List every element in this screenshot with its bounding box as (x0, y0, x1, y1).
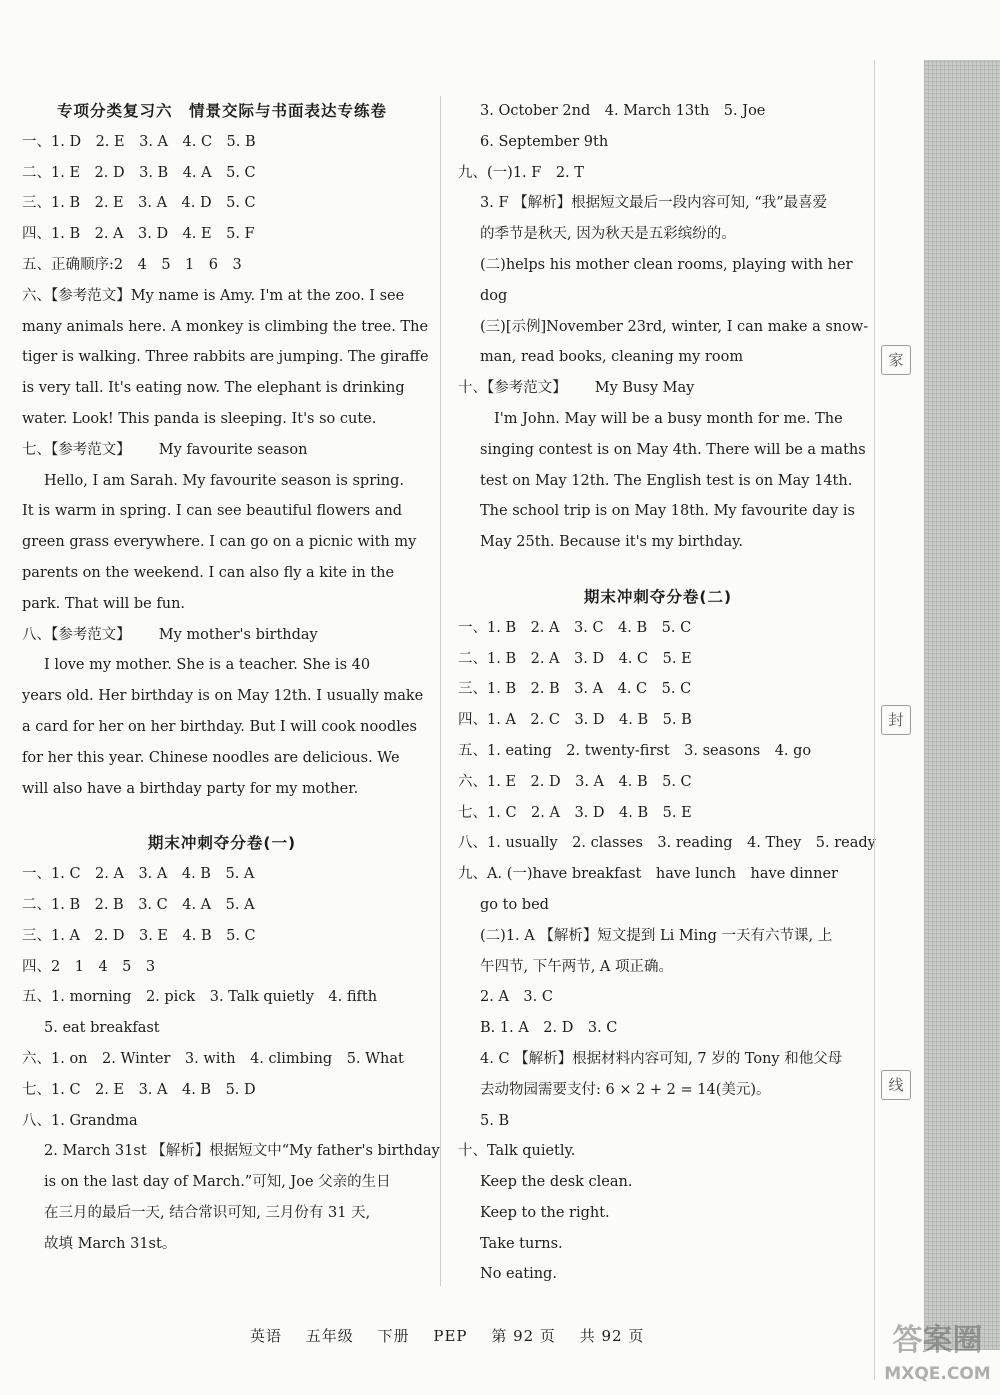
line-text: 的季节是秋天, 因为秋天是五彩缤纷的。 (480, 226, 736, 243)
line-text: 2. A 3. C (480, 989, 553, 1006)
line-text: 十、【参考范文】 (458, 380, 567, 397)
line-text: test on May 12th. The English test is on May 14th. (480, 472, 853, 489)
line-text: 八、1. Grandma (22, 1112, 138, 1129)
answer-line (458, 613, 858, 644)
line-text: It is warm in spring. I can see beautiful flowers and (22, 503, 403, 520)
line-text: go to bed (480, 896, 549, 913)
line-text: 十、Talk quietly. (458, 1143, 576, 1160)
answer-line (22, 188, 422, 219)
line-text: 3. October 2nd 4. March 13th 5. Joe (480, 103, 766, 119)
line-text: 九、(一)1. F 2. T (458, 164, 584, 181)
answer-line (458, 1013, 858, 1044)
watermark-url: MXQE.COM (884, 1364, 991, 1384)
line-text: 故填 March 31st。 (44, 1235, 177, 1252)
line-text: 八、【参考范文】 (22, 626, 131, 643)
answer-line (458, 982, 858, 1013)
answer-line (22, 127, 422, 158)
answer-line (458, 1229, 858, 1260)
answer-line (22, 558, 422, 589)
line-text: 三、1. B 2. B 3. A 4. C 5. C (458, 681, 692, 698)
line-text: 一、1. B 2. A 3. C 4. B 5. C (458, 619, 692, 636)
line-text: park. That will be fun. (22, 595, 186, 612)
answer-line (22, 342, 429, 373)
line-text: (三)[示例]November 23rd, winter, I can make a snow- (480, 318, 869, 335)
line-text: 七、【参考范文】 (22, 441, 131, 458)
answer-line (22, 312, 429, 343)
answer-line (22, 527, 422, 558)
footer-page-number: 第 92 页 (491, 1327, 556, 1345)
line-text: 五、正确顺序:2 4 5 1 6 3 (22, 256, 242, 273)
line-text: 午四节, 下午两节, A 项正确。 (480, 958, 674, 975)
line-text: 二、1. B 2. B 3. C 4. A 5. A (22, 896, 255, 913)
answer-line (458, 281, 858, 312)
line-text: 4. C 【解析】根据材料内容可知, 7 岁的 Tony 和他父母 (480, 1050, 843, 1067)
line-text: No eating. (480, 1266, 557, 1283)
answer-line (22, 1044, 422, 1075)
line-text: 四、2 1 4 5 3 (22, 958, 156, 975)
line-text: 六、1. E 2. D 3. A 4. B 5. C (458, 773, 692, 790)
line-text: 八、1. usually 2. classes 3. reading 4. They 5. ready (458, 835, 876, 852)
line-text: 期末冲刺夺分卷(二) (583, 587, 733, 606)
line-text: 2. March 31st 【解析】根据短文中“My father's birthday (44, 1143, 440, 1160)
answer-line (458, 158, 858, 189)
essay-title: My mother's birthday (158, 626, 318, 643)
line-text: parents on the weekend. I can also fly a kite in the (22, 564, 395, 581)
section-title (458, 582, 858, 613)
line-text: 二、1. E 2. D 3. B 4. A 5. C (22, 164, 256, 181)
binding-mark-seal: 封 (881, 705, 911, 735)
answer-line (22, 466, 422, 497)
line-text: 专项分类复习六 情景交际与书面表达专练卷 (56, 102, 387, 120)
line-text: is very tall. It's eating now. The elephant is drinking (22, 380, 405, 397)
line-text: 一、1. C 2. A 3. A 4. B 5. A (22, 866, 255, 883)
answer-line (22, 681, 422, 712)
line-text: The school trip is on May 18th. My favourite day is (480, 503, 855, 520)
answer-line (458, 404, 858, 435)
answer-line (458, 644, 858, 675)
answer-line (22, 1136, 440, 1167)
line-text: many animals here. A monkey is climbing the tree. The (22, 318, 429, 335)
answer-line (22, 281, 422, 312)
line-text: 九、A. (一)have breakfast have lunch have dinner (458, 866, 838, 883)
line-text: 四、1. A 2. C 3. D 4. B 5. B (458, 712, 692, 729)
watermark-logo: 答案圈 (892, 1323, 983, 1358)
essay-title: My Busy May (594, 380, 695, 397)
line-text: 五、1. eating 2. twenty-first 3. seasons 4. go (458, 742, 812, 759)
line-text: 6. September 9th (480, 133, 609, 150)
line-text: B. 1. A 2. D 3. C (480, 1020, 618, 1037)
line-text: dog (480, 287, 508, 304)
answer-line (22, 219, 422, 250)
answer-line (22, 1167, 422, 1198)
line-text: 七、1. C 2. A 3. D 4. B 5. E (458, 804, 692, 821)
answer-line (22, 952, 422, 983)
line-text: is on the last day of March.”可知, Joe 父亲的生日 (44, 1174, 391, 1191)
answer-line (22, 250, 422, 281)
line-text: for her this year. Chinese noodles are delicious. We (22, 749, 400, 766)
line-text: May 25th. Because it's my birthday. (480, 534, 743, 551)
answer-line (22, 774, 422, 805)
answer-line (458, 342, 858, 373)
answer-line (458, 312, 869, 343)
line-text: water. Look! This panda is sleeping. It's so cute. (22, 410, 377, 427)
column-divider (440, 96, 441, 1286)
answer-line (458, 219, 858, 250)
line-text: 3. F 【解析】根据短文最后一段内容可知, “我”最喜爱 (480, 195, 828, 212)
footer-page-total: 共 92 页 (579, 1327, 645, 1345)
line-text: singing contest is on May 4th. There will be a maths (480, 441, 866, 458)
line-text: 六、【参考范文】My name is Amy. I'm at the zoo. I see (22, 287, 405, 304)
line-text: 二、1. B 2. A 3. D 4. C 5. E (458, 650, 692, 667)
answer-line (22, 1229, 422, 1260)
footer-subject: 英语 (250, 1327, 283, 1345)
answer-line (22, 712, 422, 743)
answer-line (22, 1106, 422, 1137)
line-text: man, read books, cleaning my room (480, 349, 744, 366)
answer-line (22, 743, 422, 774)
answer-line (458, 1044, 858, 1075)
line-text: (二)helps his mother clean rooms, playing with her (480, 256, 853, 273)
line-text: 六、1. on 2. Winter 3. with 4. climbing 5. What (22, 1050, 404, 1067)
page-edge-texture (924, 60, 1000, 1350)
answer-line (458, 496, 858, 527)
answer-line (458, 127, 858, 158)
footer-edition: PEP (433, 1327, 468, 1345)
footer-grade: 五年级 (305, 1327, 354, 1345)
page-footer (250, 1325, 662, 1346)
answer-line (458, 1075, 858, 1106)
line-text: Take turns. (480, 1235, 563, 1252)
answer-line (22, 435, 422, 466)
line-text: (二)1. A 【解析】短文提到 Li Ming 一天有六节课, 上 (480, 927, 833, 944)
line-text: 5. B (480, 1112, 510, 1129)
answer-line (458, 921, 858, 952)
answer-line (458, 527, 858, 558)
line-text: I love my mother. She is a teacher. She is 40 (44, 657, 371, 674)
line-text: 三、1. A 2. D 3. E 4. B 5. C (22, 927, 256, 944)
line-text: 5. eat breakfast (44, 1020, 160, 1037)
watermark (880, 1320, 995, 1390)
line-text: 七、1. C 2. E 3. A 4. B 5. D (22, 1081, 256, 1098)
answer-line (458, 828, 876, 859)
answer-line (458, 952, 858, 983)
line-text: 四、1. B 2. A 3. D 4. E 5. F (22, 226, 255, 243)
line-text: Keep to the right. (480, 1204, 610, 1221)
line-text: years old. Her birthday is on May 12th. I usually make (22, 688, 424, 705)
answer-line (22, 496, 422, 527)
line-text: 五、1. morning 2. pick 3. Talk quietly 4. fifth (22, 989, 378, 1006)
line-text: will also have a birthday party for my mother. (22, 780, 359, 797)
line-text: Hello, I am Sarah. My favourite season is spring. (44, 472, 405, 489)
answer-line (458, 798, 858, 829)
binding-margin (874, 60, 925, 1380)
line-text: Keep the desk clean. (480, 1174, 633, 1191)
answer-line (458, 890, 858, 921)
answer-line (22, 620, 422, 651)
line-text: 期末冲刺夺分卷(一) (147, 834, 297, 853)
answer-line (458, 1259, 858, 1290)
answer-line (458, 373, 858, 404)
answer-line (22, 158, 422, 189)
answer-line (22, 589, 422, 620)
answer-line (458, 736, 858, 767)
section-title (22, 96, 422, 127)
answer-line (22, 890, 422, 921)
answer-line (458, 767, 858, 798)
answer-line (22, 650, 422, 681)
answer-line (22, 1013, 422, 1044)
answer-line (458, 435, 866, 466)
answer-line (458, 250, 858, 281)
line-text: I'm John. May will be a busy month for me. The (494, 410, 843, 427)
answer-line (458, 1167, 858, 1198)
answer-line (22, 982, 422, 1013)
line-text: 三、1. B 2. E 3. A 4. D 5. C (22, 195, 256, 212)
line-text: tiger is walking. Three rabbits are jumping. The giraffe (22, 349, 429, 366)
right-column (458, 96, 876, 1290)
line-text: a card for her on her birthday. But I will cook noodles (22, 718, 417, 735)
binding-mark-line: 线 (881, 1070, 911, 1100)
answer-line (458, 674, 858, 705)
answer-line (458, 466, 858, 497)
line-text: green grass everywhere. I can go on a picnic with my (22, 534, 417, 551)
left-column (22, 96, 440, 1259)
answer-line (458, 1198, 858, 1229)
answer-line (458, 1106, 858, 1137)
section-title (22, 828, 422, 859)
essay-title: My favourite season (158, 441, 308, 458)
answer-line (458, 859, 858, 890)
answer-line (22, 1075, 422, 1106)
line-text: 一、1. D 2. E 3. A 4. C 5. B (22, 133, 256, 150)
answer-line (22, 859, 422, 890)
binding-mark-home: 家 (881, 345, 911, 375)
answer-line (458, 705, 858, 736)
footer-volume: 下册 (377, 1327, 410, 1345)
answer-line (22, 921, 422, 952)
answer-line (22, 404, 422, 435)
line-text: 去动物园需要支付: 6 × 2 + 2 = 14(美元)。 (480, 1081, 771, 1098)
line-text: 在三月的最后一天, 结合常识可知, 三月份有 31 天, (44, 1204, 371, 1221)
answer-line (458, 1136, 858, 1167)
answer-line (22, 1198, 422, 1229)
answer-line (22, 373, 422, 404)
answer-line (458, 188, 858, 219)
answer-line (458, 96, 858, 127)
